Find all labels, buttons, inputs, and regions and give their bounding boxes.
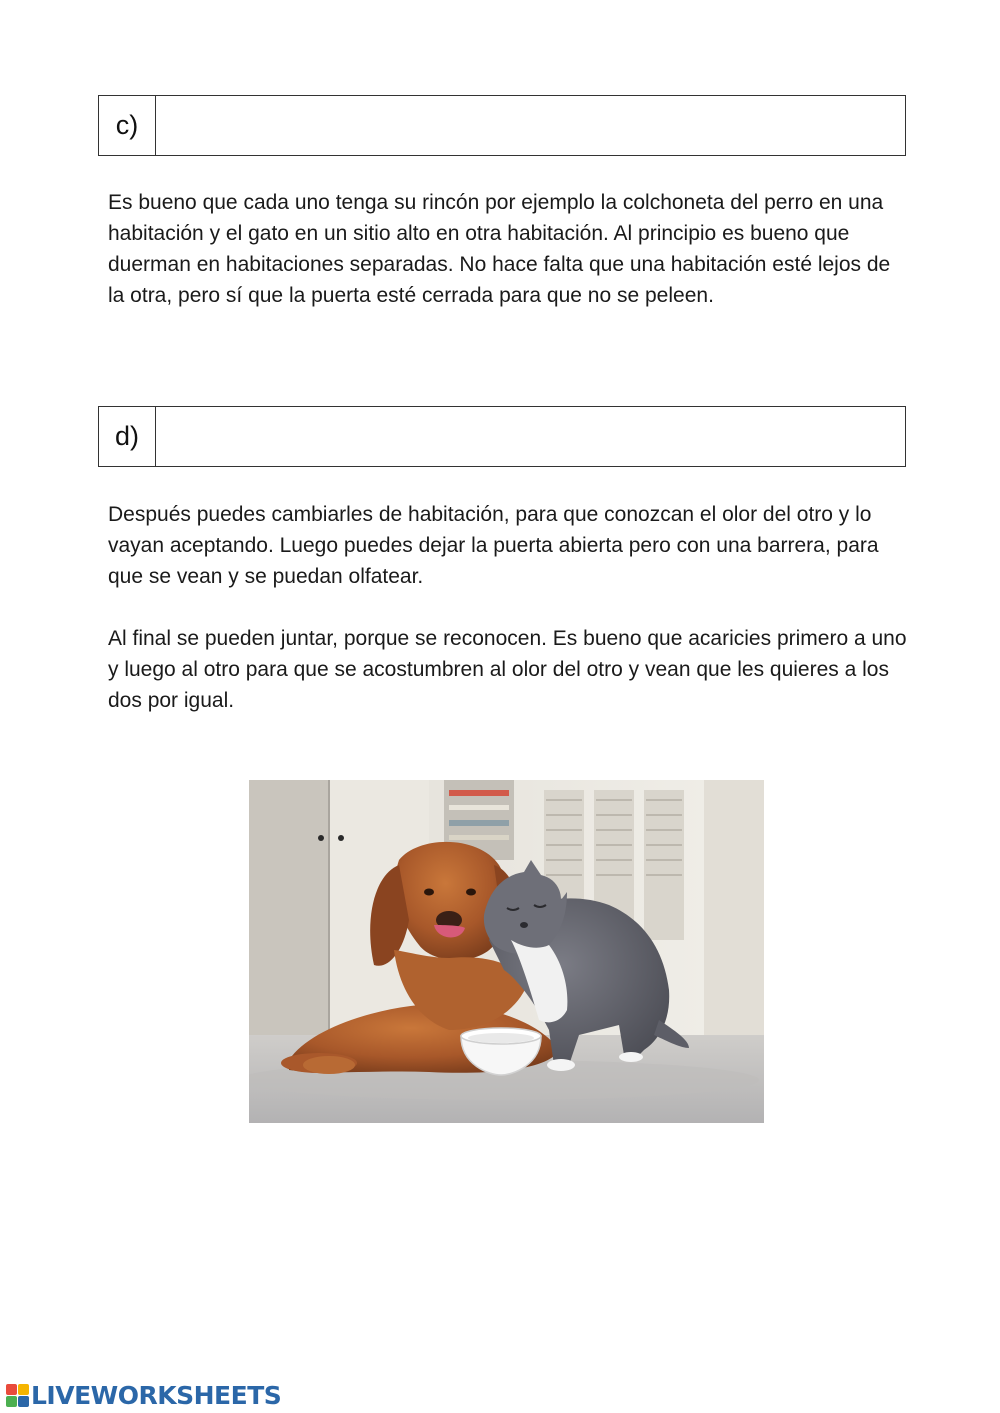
question-letter-d: d) — [99, 407, 156, 466]
question-letter-c: c) — [99, 96, 156, 155]
logo-text: LIVEWORKSHEETS — [31, 1380, 282, 1410]
answer-input-d[interactable] — [156, 407, 905, 466]
paragraph-2: Después puedes cambiarles de habitación, para que conozcan el olor del otro y lo vayan aceptando. Luego puedes dejar la puerta abierta pero con una barrera, para que se vean y se puedan olfatear. — [108, 503, 879, 588]
dog-and-cat-photo — [249, 780, 764, 1123]
answer-input-c[interactable] — [156, 96, 905, 155]
liveworksheets-logo — [6, 1380, 281, 1410]
paragraph-3: Al final se pueden juntar, porque se reconocen. Es bueno que acaricies primero a uno y luego al otro para que se acostumbren al olor del otro y vean que les quieres a los dos por igual. — [108, 627, 907, 712]
logo-blocks-icon — [6, 1384, 29, 1407]
answer-box-c — [98, 95, 906, 156]
answer-box-d — [98, 406, 906, 467]
paragraph-1: Es bueno que cada uno tenga su rincón por ejemplo la colchoneta del perro en una habitación y el gato en un sitio alto en otra habitación. Al principio es bueno que duerman en habitaciones separadas. No hace falta que una habitación esté lejos de la otra, pero sí que la puerta esté cerrada para que no se peleen. — [108, 191, 891, 307]
